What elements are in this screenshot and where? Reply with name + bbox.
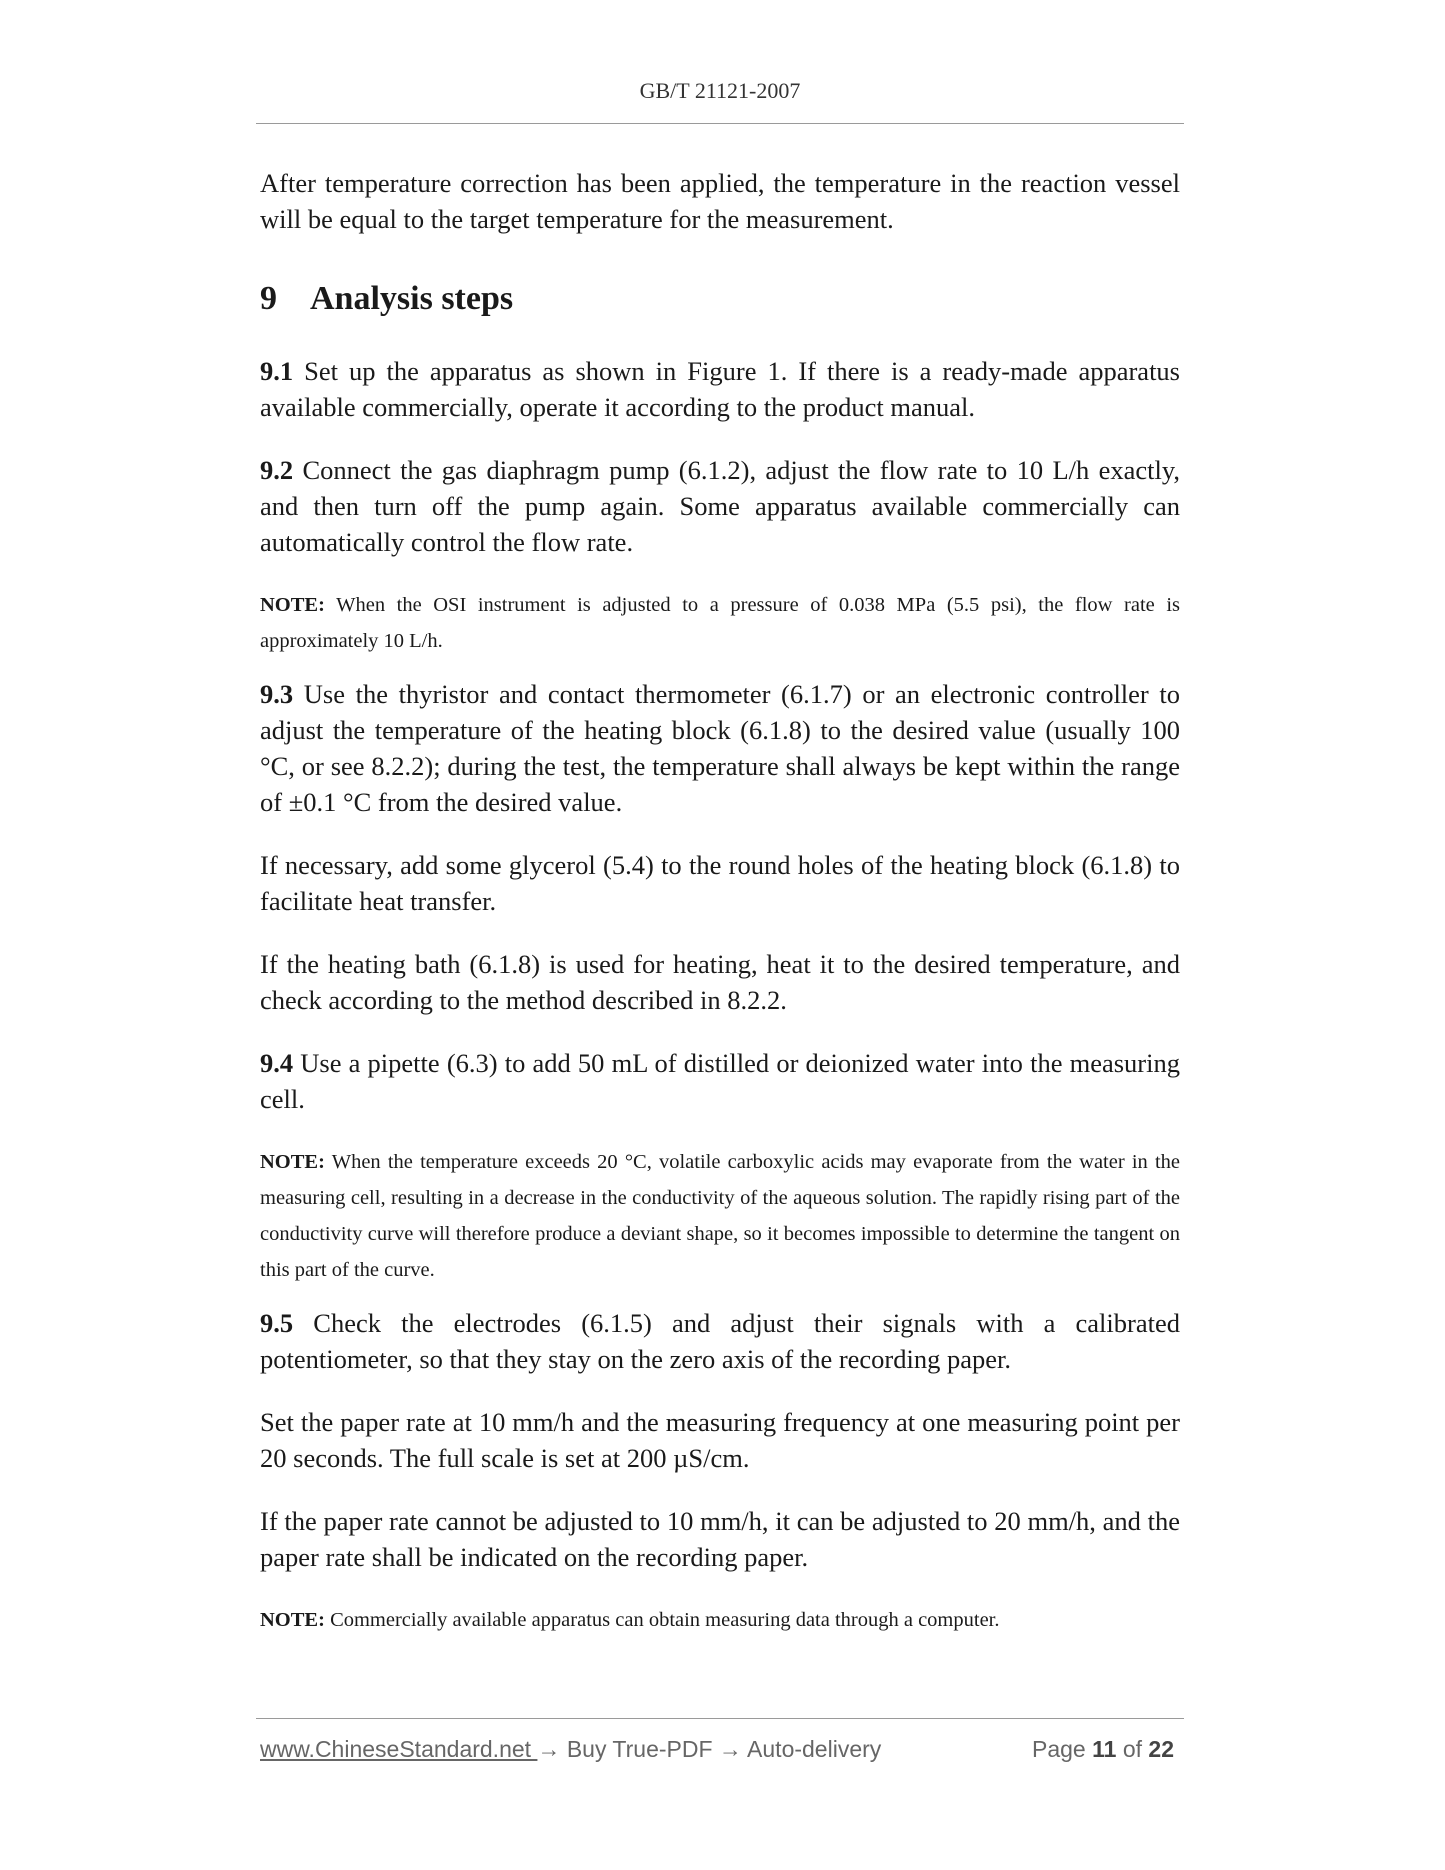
clause-9-5-paper-rate-alt: If the paper rate cannot be adjusted to 10 mm/h, it can be adjusted to 20 mm/h, and the paper rate shall be indicated on the recording paper. bbox=[260, 1506, 1180, 1572]
note-text: When the temperature exceeds 20 °C, volatile carboxylic acids may evaporate from the water in the measuring cell, resulting in a decrease in the conductivity of the aqueous solution. The rapidly rising part of the conductivity curve will therefore produce a deviant shape, so it becomes impossible to determine the tangent on this part of the curve. bbox=[260, 1151, 1180, 1281]
clause-text: Connect the gas diaphragm pump (6.1.2), adjust the flow rate to 10 L/h exactly, and then turn off the pump again. Some apparatus available commercially can automatically control the flow rate. bbox=[260, 455, 1180, 557]
page-label: Page bbox=[1032, 1736, 1093, 1762]
clause-9-1 bbox=[260, 353, 1180, 425]
intro-paragraph: After temperature correction has been applied, the temperature in the reaction vessel will be equal to the target temperature for the measurement. bbox=[260, 168, 1180, 234]
clause-9-3-glycerol: If necessary, add some glycerol (5.4) to the round holes of the heating block (6.1.8) to facilitate heat transfer. bbox=[260, 850, 1180, 916]
current-page: 11 bbox=[1092, 1736, 1117, 1762]
page-footer bbox=[260, 1736, 1180, 1770]
note-label: NOTE: bbox=[260, 1151, 325, 1173]
clause-number: 9.4 bbox=[260, 1048, 294, 1078]
clause-9-2 bbox=[260, 452, 1180, 560]
note-1 bbox=[260, 587, 1180, 659]
clause-text: Use a pipette (6.3) to add 50 mL of distilled or deionized water into the measuring cell. bbox=[260, 1048, 1180, 1114]
clause-number: 9.5 bbox=[260, 1308, 294, 1338]
header-rule bbox=[256, 123, 1184, 124]
note-3 bbox=[260, 1602, 1180, 1638]
clause-number: 9.3 bbox=[260, 679, 294, 709]
clause-9-3 bbox=[260, 676, 1180, 820]
note-text: When the OSI instrument is adjusted to a pressure of 0.038 MPa (5.5 psi), the flow rate is approximately 10 L/h. bbox=[260, 594, 1180, 652]
note-label: NOTE: bbox=[260, 1609, 325, 1631]
clause-9-4 bbox=[260, 1045, 1180, 1117]
footer-rule bbox=[256, 1718, 1184, 1719]
clause-number: 9.2 bbox=[260, 455, 294, 485]
clause-text: Use the thyristor and contact thermometer (6.1.7) or an electronic controller to adjust the temperature of the heating block (6.1.8) to the desired value (usually 100 °C, or see 8.2.2); during the test, the temperature shall always be kept within the range of ±0.1 °C from the desired value. bbox=[260, 679, 1180, 817]
note-2 bbox=[260, 1144, 1180, 1288]
note-text: Commercially available apparatus can obtain measuring data through a computer. bbox=[324, 1609, 1000, 1631]
clause-9-5 bbox=[260, 1305, 1180, 1377]
clause-number: 9.1 bbox=[260, 356, 294, 386]
page-number bbox=[1032, 1736, 1174, 1763]
note-label: NOTE: bbox=[260, 594, 325, 616]
section-heading bbox=[260, 279, 1180, 319]
clause-text: Set up the apparatus as shown in Figure 1. If there is a ready-made apparatus available commercially, operate it according to the product manual. bbox=[260, 356, 1180, 422]
footer-tagline: → Buy True-PDF → Auto-delivery bbox=[537, 1736, 882, 1762]
footer-promo bbox=[260, 1736, 881, 1763]
clause-9-3-heating-bath: If the heating bath (6.1.8) is used for heating, heat it to the desired temperature, and check according to the method described in 8.2.2. bbox=[260, 949, 1180, 1015]
page-content bbox=[260, 165, 1180, 1655]
total-pages: 22 bbox=[1148, 1736, 1174, 1762]
clause-text: Check the electrodes (6.1.5) and adjust their signals with a calibrated potentiometer, so that they stay on the zero axis of the recording paper. bbox=[260, 1308, 1180, 1374]
document-header: GB/T 21121-2007 bbox=[639, 78, 801, 103]
section-title: Analysis steps bbox=[310, 280, 514, 317]
section-number: 9 bbox=[260, 280, 277, 317]
chinesestandard-link[interactable]: www.ChineseStandard.net bbox=[260, 1736, 538, 1762]
of-label: of bbox=[1116, 1736, 1149, 1762]
clause-9-5-paper-rate: Set the paper rate at 10 mm/h and the measuring frequency at one measuring point per 20 seconds. The full scale is set at 200 µS/cm. bbox=[260, 1407, 1180, 1473]
